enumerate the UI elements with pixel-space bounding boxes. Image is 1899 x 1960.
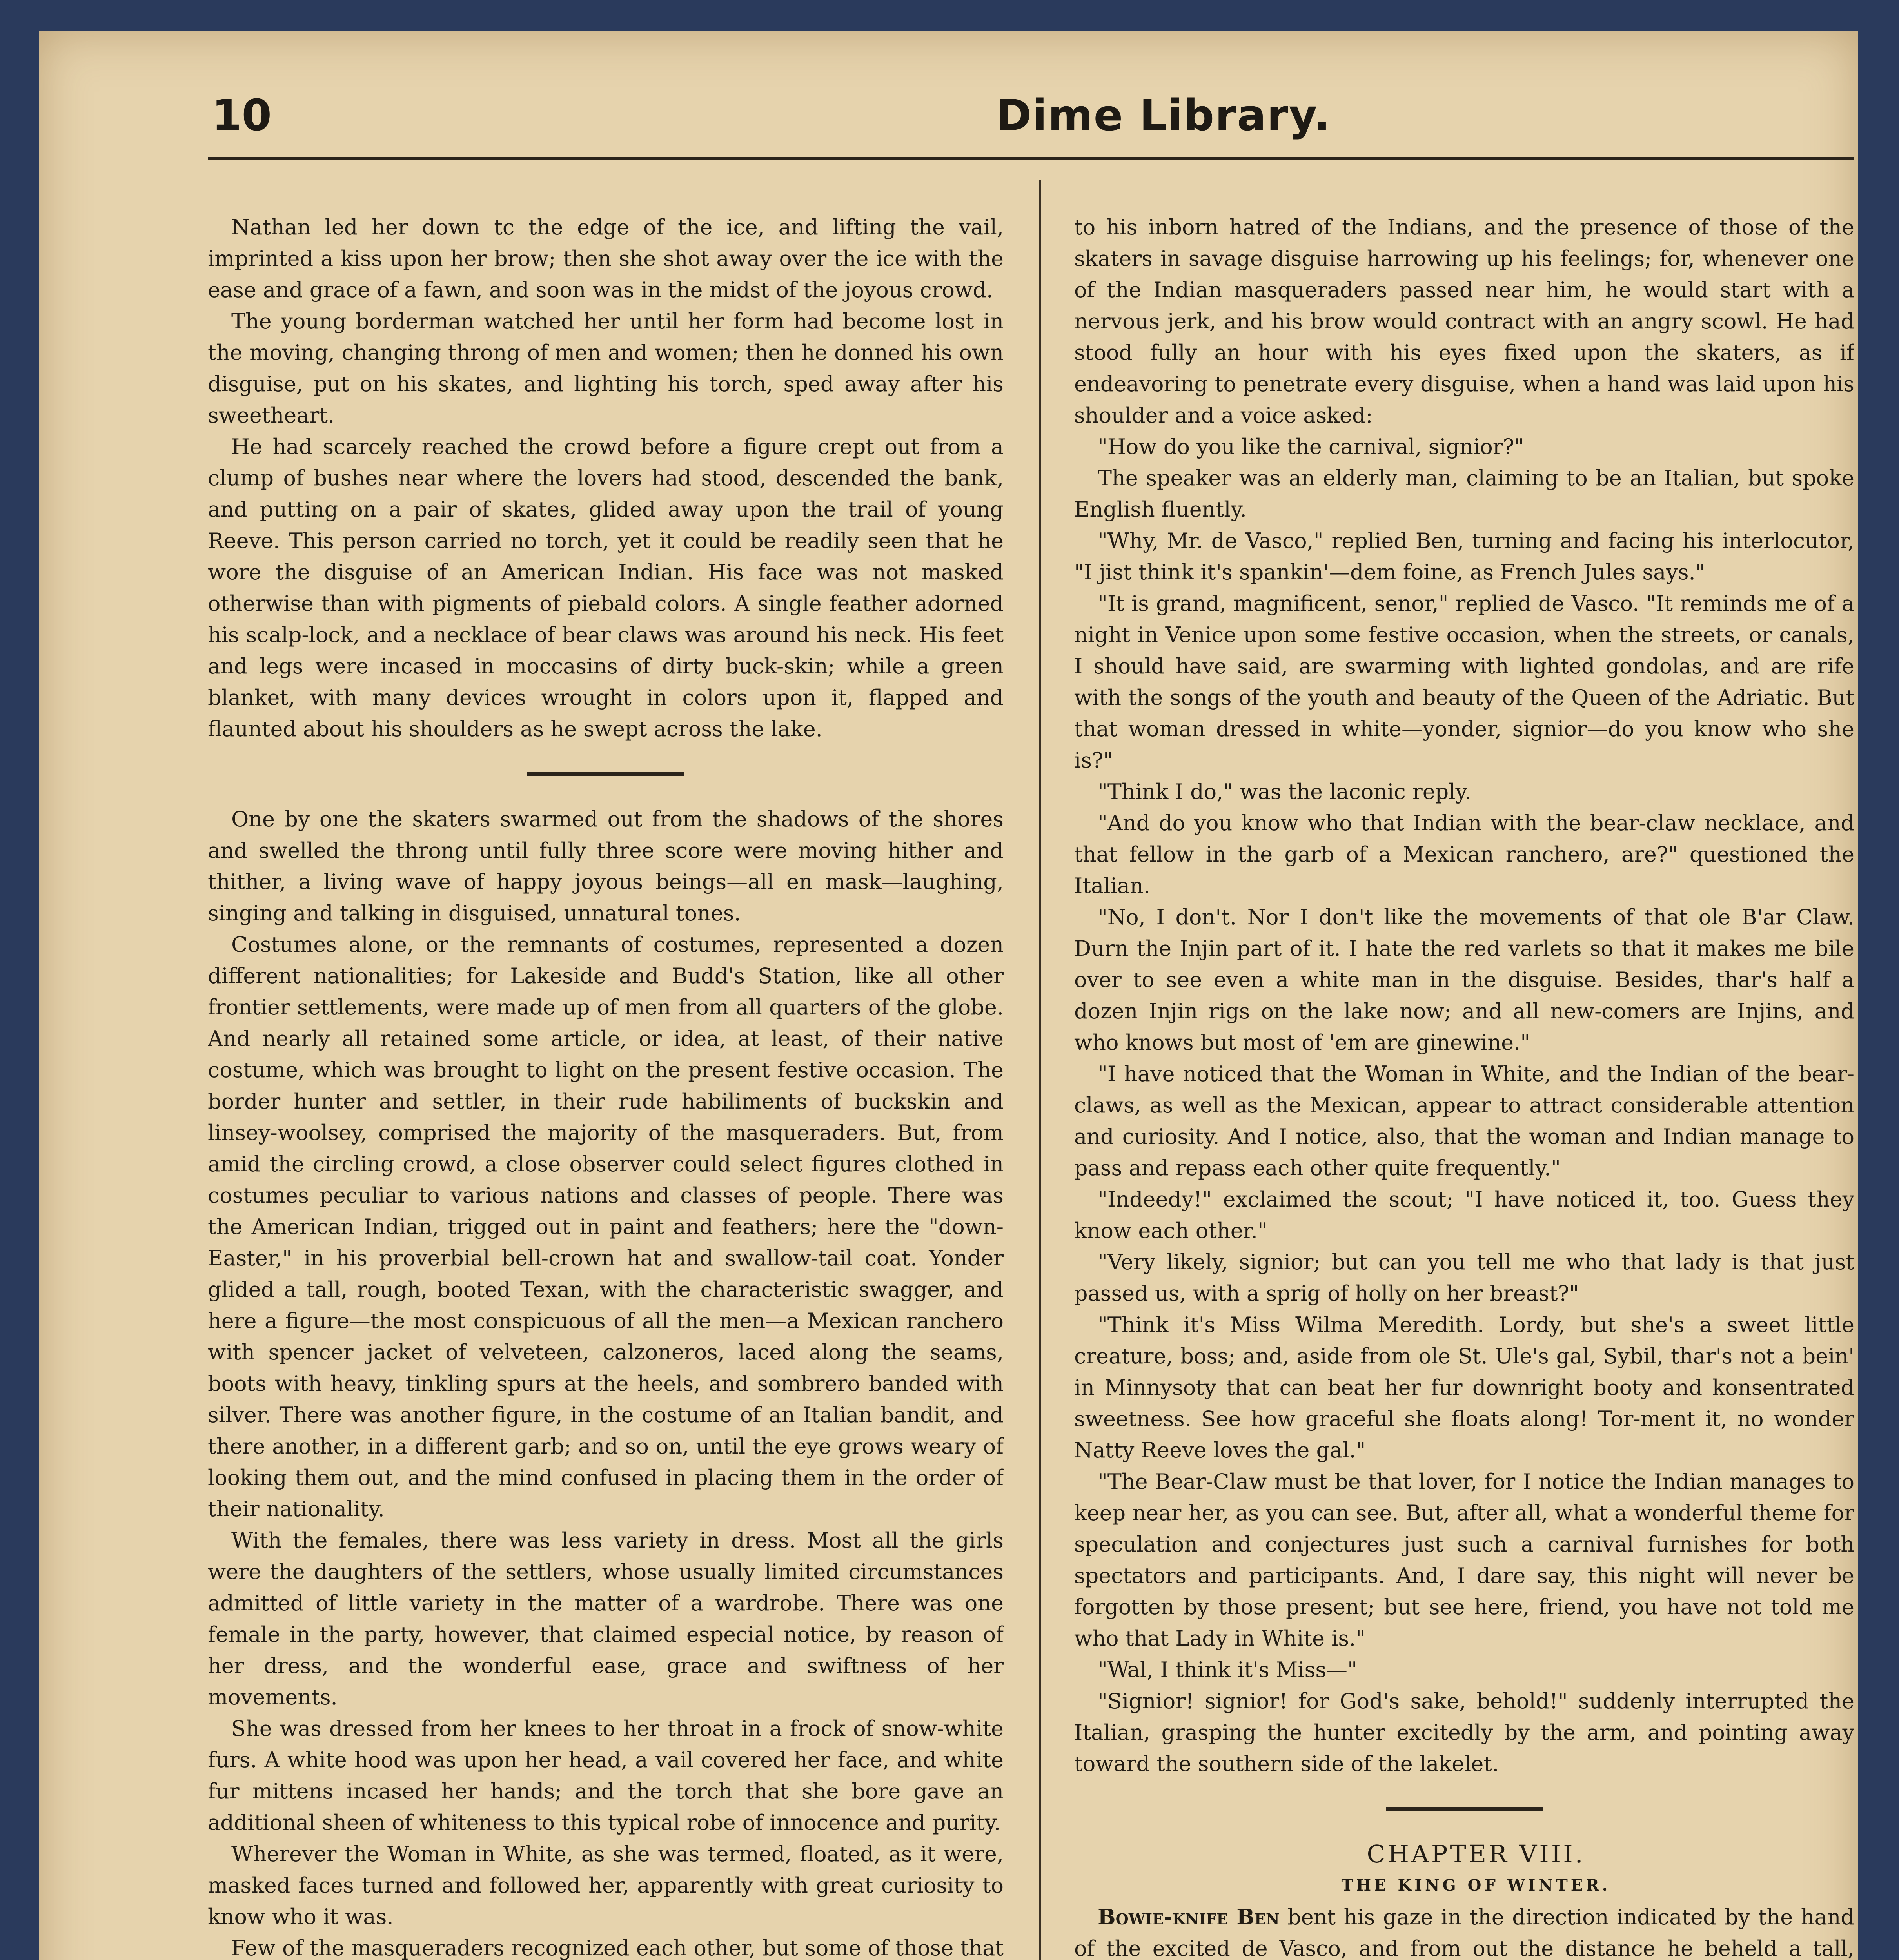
paragraph: "Wal, I think it's Miss—": [1098, 1657, 1357, 1682]
paragraph: "Think it's Miss Wilma Meredith. Lordy, but she's a sweet little creature, boss; and, aside from ole St. Ule's gal, Sybil, thar's not a bein' in Minnysoty that can beat her fur downright booty and konsentrated sweetness. See how graceful she floats along! Tor-ment it, no wonder Natty Reeve loves the gal.": [1074, 1312, 1854, 1463]
paragraph: "Indeedy!" exclaimed the scout; "I have noticed it, too. Guess they know each other.": [1074, 1187, 1854, 1243]
paragraph: Few of the masqueraders recognized each other, but some of those that: [231, 1936, 1004, 1960]
paragraph: "It is grand, magnificent, senor," replied de Vasco. "It reminds me of a night in Venice upon some festive occasion, when the streets, or canals, I should have said, are swarming with lighted gondolas, and are rife with the songs of the youth and beauty of the Queen of the Adriatic. But that woman dressed in white—yonder, signior—do you know who she is?": [1074, 591, 1854, 773]
chapter-subtitle: THE KING OF WINTER.: [1341, 1876, 1611, 1895]
right-column: [1074, 212, 1854, 1960]
paragraph: "Why, Mr. de Vasco," replied Ben, turning and facing his interlocutor, "I jist think it's spankin'—dem foine, as French Jules says.": [1074, 528, 1854, 584]
paragraph: He had scarcely reached the crowd before a figure crept out from a clump of bushes near where the lovers had stood, descended the bank, and putting on a pair of skates, glided away upon the trail of young Reeve. This person carried no torch, yet it could be readily seen that he wore the disguise of an American Indian. His face was not masked otherwise than with pigments of piebald colors. A single feather adorned his scalp-lock, and a necklace of bear claws was around his neck. His feet and legs were incased in moccasins of dirty buck-skin; while a green blanket, with many devices wrought in colors upon it, flapped and flaunted about his shoulders as he swept across the lake.: [208, 434, 1004, 741]
paragraph: "And do you know who that Indian with the bear-claw necklace, and that fellow in the garb of a Mexican ranchero, are?" questioned the Italian.: [1074, 811, 1854, 898]
running-title: Dime Library.: [996, 90, 1331, 140]
page-number: 10: [212, 90, 272, 140]
chapter-lead-name: Bowie-knife Ben: [1098, 1904, 1280, 1929]
paragraph: "Think I do," was the laconic reply.: [1098, 779, 1471, 804]
chapter-paragraph: [1074, 1901, 1854, 1960]
paragraph: One by one the skaters swarmed out from the shadows of the shores and swelled the throng until fully three score were moving hither and thither, a living wave of happy joyous beings—all en mask—laughing, singing and talking in disguised, unnatural tones.: [208, 807, 1004, 926]
left-column: [208, 212, 1004, 1960]
paragraph: "How do you like the carnival, signior?": [1098, 434, 1524, 459]
chapter-paragraph-text: bent his gaze in the direction indicated by the hand of the excited de Vasco, and from out the distance he beheld a tall,: [1074, 1905, 1854, 1960]
section-break-rule: [527, 772, 684, 776]
paragraph: With the females, there was less variety in dress. Most all the girls were the daughters of the settlers, whose usually limited circumstances admitted of little variety in the matter of a wardrobe. There was one female in the party, however, that claimed especial notice, by reason of her dress, and the wonderful ease, grace and swiftness of her movements.: [208, 1528, 1004, 1710]
chapter-title: CHAPTER VIII.: [1367, 1840, 1585, 1868]
paragraph: The speaker was an elderly man, claiming to be an Italian, but spoke English fluently.: [1074, 466, 1854, 522]
paragraph: to his inborn hatred of the Indians, and the presence of those of the skaters in savage disguise harrowing up his feelings; for, whenever one of the Indian masqueraders passed near him, he would start with a nervous jerk, and his brow would contract with an angry scowl. He had stood fully an hour with his eyes fixed upon the skaters, as if endeavoring to penetrate every disguise, when a hand was laid upon his shoulder and a voice asked:: [1074, 215, 1854, 428]
magazine-page: [39, 31, 1858, 1960]
paragraph: "Signior! signior! for God's sake, behold!" suddenly interrupted the Italian, grasping the hunter excitedly by the arm, and pointing away toward the southern side of the lakelet.: [1074, 1689, 1854, 1776]
column-divider: [1039, 180, 1041, 1960]
paragraph: "The Bear-Claw must be that lover, for I notice the Indian manages to keep near her, as you can see. But, after all, what a wonderful theme for speculation and conjectures just such a carnival furnishes for both spectators and participants. And, I dare say, this night will never be forgotten by those present; but see here, friend, you have not told me who that Lady in White is.": [1074, 1469, 1854, 1651]
paragraph: She was dressed from her knees to her throat in a frock of snow-white furs. A white hood was upon her head, a vail covered her face, and white fur mittens incased her hands; and the torch that she bore gave an additional sheen of whiteness to this typical robe of innocence and purity.: [208, 1716, 1004, 1835]
header-rule: [208, 157, 1854, 160]
paragraph: The young borderman watched her until her form had become lost in the moving, changing throng of men and women; then he donned his own disguise, put on his skates, and lighting his torch, sped away after his sweetheart.: [208, 309, 1004, 428]
paragraph: Wherever the Woman in White, as she was termed, floated, as it were, masked faces turned and followed her, apparently with great curiosity to know who it was.: [208, 1842, 1004, 1929]
paragraph: "I have noticed that the Woman in White, and the Indian of the bear-claws, as well as the Mexican, appear to attract considerable attention and curiosity. And I notice, also, that the woman and Indian manage to pass and repass each other quite frequently.": [1074, 1062, 1854, 1180]
page-header: [39, 31, 1858, 149]
paragraph: "No, I don't. Nor I don't like the movements of that ole B'ar Claw. Durn the Injin part of it. I hate the red varlets so that it makes me bile over to see even a white man in the disguise. Besides, thar's half a dozen Injin rigs on the lake now; and all new-comers are Injins, and who knows but most of 'em are ginewine.": [1074, 905, 1854, 1055]
paragraph: "Very likely, signior; but can you tell me who that lady is that just passed us, with a sprig of holly on her breast?": [1074, 1250, 1854, 1306]
paragraph: Nathan led her down tc the edge of the ice, and lifting the vail, imprinted a kiss upon her brow; then she shot away over the ice with the ease and grace of a fawn, and soon was in the midst of the joyous crowd.: [208, 215, 1004, 302]
paragraph: Costumes alone, or the remnants of costumes, represented a dozen different nationalities; for Lakeside and Budd's Station, like all other frontier settlements, were made up of men from all quarters of the globe. And nearly all retained some article, or idea, at least, of their native costume, which was brought to light on the present festive occasion. The border hunter and settler, in their rude habiliments of buckskin and linsey-woolsey, comprised the majority of the masqueraders. But, from amid the circling crowd, a close observer could select figures clothed in costumes peculiar to various nations and classes of people. There was the American Indian, trigged out in paint and feathers; here the "down-Easter," in his proverbial bell-crown hat and swallow-tail coat. Yonder glided a tall, rough, booted Texan, with the characteristic swagger, and here a figure—the most conspicuous of all the men—a Mexican ranchero with spencer jacket of velveteen, calzoneros, laced along the seams, boots with heavy, tinkling spurs at the heels, and sombrero banded with silver. There was another figure, in the costume of an Italian bandit, and there another, in a different garb; and so on, until the eye grows weary of looking them out, and the mind confused in placing them in the order of their nationality.: [208, 932, 1004, 1521]
chapter-break-rule: [1386, 1807, 1543, 1811]
